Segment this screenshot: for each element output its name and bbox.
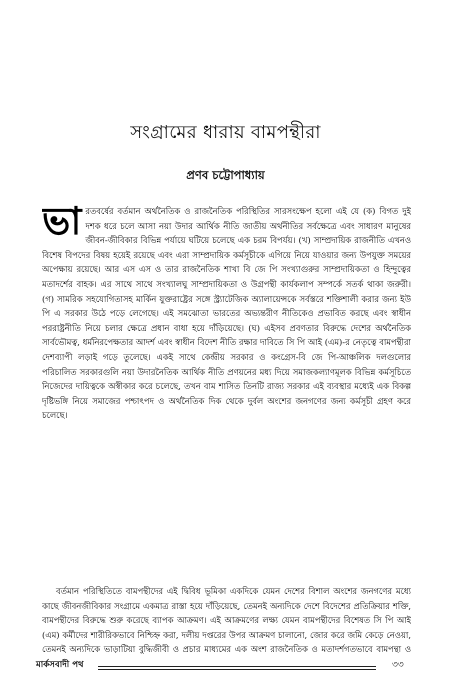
article-paragraph-1 (42, 204, 411, 584)
paragraph-1-text: রতবর্ষের বর্তমান অর্থনৈতিক ও রাজনৈতিক পরিস্থিতির সারসংক্ষেপ হলো এই যে (ক) বিগত দুই দশক ধরে চলে আসা নয়া উদার আর্থিক নীতি জাতীয় অর্থনীতির সর্বক্ষেত্রে এবং সাধারণ মানুষের জীবন-জীবিকার বিভিন্ন পর্যায়ে ঘটিয়ে চলেছে এক চরম বিপর্যয়। (খ) সাম্প্রদায়িক রাজনীতি এখনও বিশেষ বিপদের বিষয় হয়েই রয়েছে এবং এরা সাম্প্রদায়িক কর্মসূচীকে এগিয়ে নিয়ে যাওয়ার জন্য উপযুক্ত সময়ের অপেক্ষায় রয়েছে। আর এস এস ও তার রাজনৈতিক শাখা বি জে পি সংখ্যাগুরুর সাম্প্রদায়িকতা ও হিন্দুত্বের মতাদর্শের বাহক। এর সাথে সাথে সংখ্যালঘু সাম্প্রদায়িকতা ও উগ্রপন্থী কার্যকলাপ সম্পর্কে সতর্ক থাকা জরুরী। (গ) সামরিক সহযোগিতাসহ মার্কিন যুক্তরাষ্ট্রের সঙ্গে স্ট্র্যাটেজিক অ্যালায়েন্সকে সর্বস্তরে শক্তিশালী করার জন্য ইউ পি এ সরকার উঠে পড়ে লেগেছে। এই সমঝোতা ভারতের অভ্যন্তরীণ নীতিকেও প্রভাবিত করছে এবং স্বাধীন পররাষ্ট্রনীতি নিয়ে চলার ক্ষেত্রে প্রধান বাধা হয়ে দাঁড়িয়েছে। (ঘ) এইসব প্রবণতার বিরুদ্ধে দেশের অর্থনৈতিক সার্বভৌমত্ব, ধর্মনিরপেক্ষতার আদর্শ এবং স্বাধীন বিদেশ নীতি রক্ষার দাবিতে সি পি আই (এম)-র নেতৃত্বে বামপন্থীরা দেশব্যাপী লড়াই গড়ে তুলেছে। একই সাথে কেন্দ্রীয় সরকার ও কংগ্রেস-বি জে পি-আঞ্চলিক দলগুলোর পরিচালিত সরকারগুলি নয়া উদারনৈতিক আর্থিক নীতি প্রণয়নের মধ্য দিয়ে সমাজকল্যাণমূলক বিভিন্ন কর্মসূচিতে নিজেদের দায়িত্বকে অস্বীকার করে চলেছে, তখন বাম শাসিত তিনটি রাজ্য সরকার এই ব্যবস্থার মধ্যেই এক বিকল্প দৃষ্টিভঙ্গি নিয়ে সমাজের পশ্চাৎপদ ও অর্থনৈতিক দিক থেকে দুর্বল অংশের জনগণের জন্য কর্মসূচী গ্রহণ করে চলেছে। (42, 206, 411, 421)
article-title: সংগ্রামের ধারায় বামপন্থীরা (130, 122, 321, 143)
journal-name: মার্কসবাদী পথ (36, 660, 84, 670)
article-paragraph-2: বর্তমান পরিস্থিতিতে বামপন্থীদের এই দ্বিবিধ ভূমিকা একদিকে যেমন দেশের বিশাল অংশের জনগণের মধ্যে কাছে জীবনজীবিকার সংগ্রামে একমাত্র রাস্তা হয়ে দাঁড়িয়েছে, তেমনই অন্যদিকে দেশে বিদেশের প্রতিক্রিয়ার শক্তি, বামপন্থীদের বিরুদ্ধে শুরু করেছে ব্যাপক আক্রমণ। এই আক্রমণের লক্ষ্য যেমন বামপন্থীদের বিশেষত সি পি আই (এম) কর্মীদের শারীরিকভাবে নিশ্চিহ্ন করা, দলীয় দপ্তরের উপর আক্রমণ চালানো, জোর করে জমি কেড়ে নেওয়া, তেমনই অন্যদিকে ভাড়াটিয়া বুদ্ধিজীবী ও প্রচার মাধ্যমের এক অংশ রাজনৈতিক ও মতাদর্শগতভাবে বামপন্থা ও (42, 586, 411, 655)
footer-rule (98, 666, 376, 667)
article-body (42, 204, 411, 658)
page-number: ৩৩ (392, 660, 404, 670)
article-author: প্রণব চট্টোপাধ্যায় (186, 168, 265, 182)
drop-cap: ভা (42, 204, 82, 243)
